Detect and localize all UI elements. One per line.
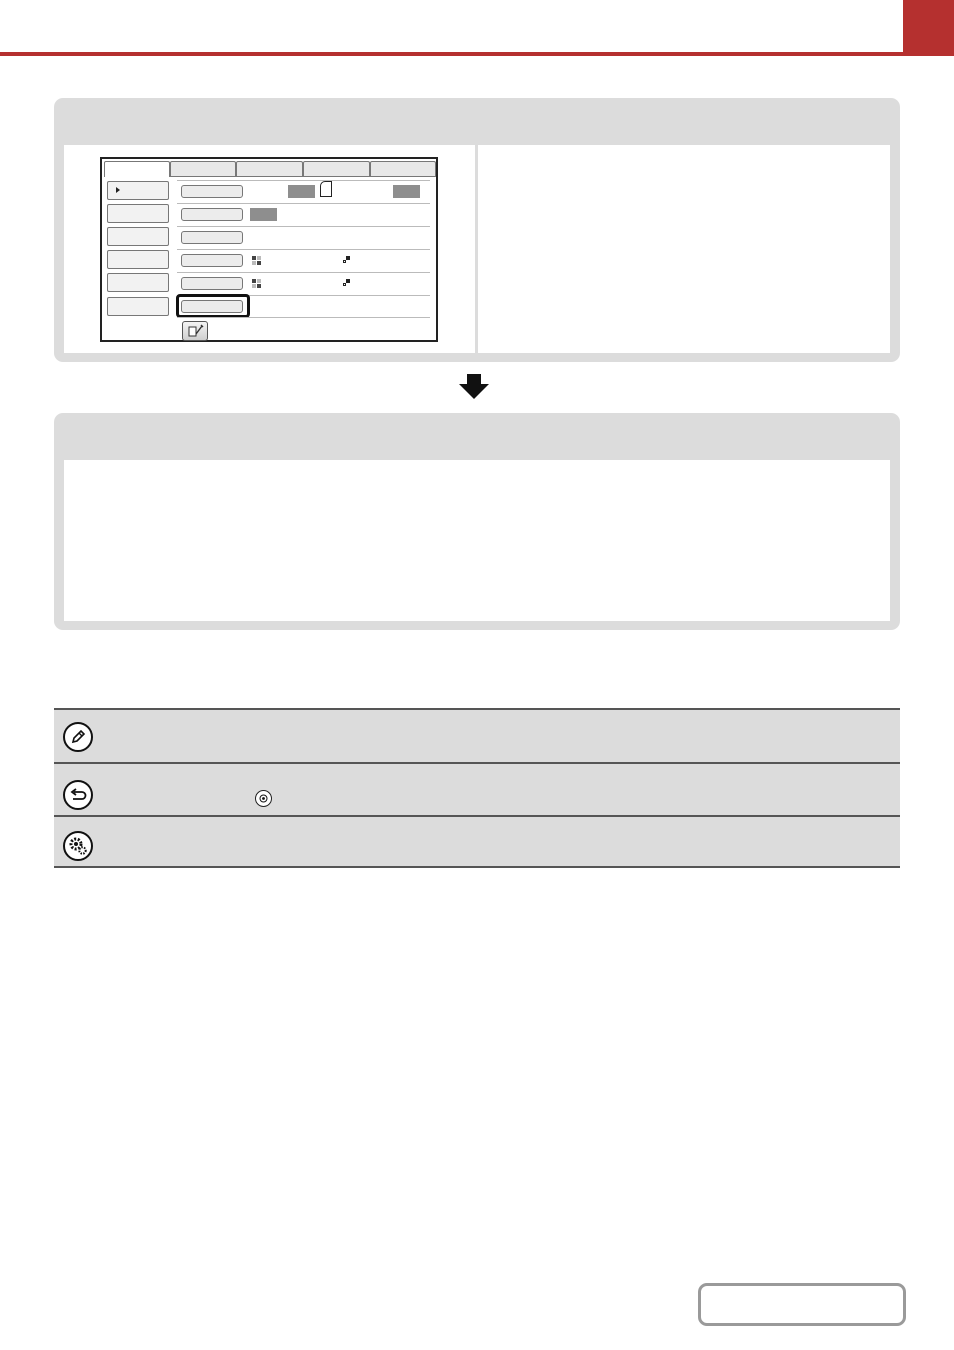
job-settings-button[interactable] [182, 321, 208, 341]
screen-tab-5[interactable] [370, 161, 436, 177]
row-divider [177, 203, 430, 204]
setting-row-button-5[interactable] [181, 277, 243, 290]
setting-row-button-2[interactable] [181, 208, 243, 221]
down-arrow-icon [467, 374, 481, 384]
down-arrow-head [459, 384, 489, 399]
system-settings-gear-icon [63, 831, 93, 861]
highlighted-key-frame [176, 294, 250, 318]
row-1-value-block [288, 185, 315, 198]
notes-bottom-rule [54, 866, 900, 868]
header-chapter-tab [903, 0, 954, 56]
row-divider [177, 249, 430, 250]
side-button-5[interactable] [107, 273, 169, 292]
setting-row-button-1[interactable] [181, 185, 243, 198]
row-divider [177, 180, 430, 181]
setting-row-button-3[interactable] [181, 231, 243, 244]
return-arrow-icon [63, 780, 93, 810]
header-rule [0, 52, 954, 56]
screen-tab-3[interactable] [236, 161, 303, 177]
row-divider [177, 226, 430, 227]
step-1-description-area [478, 145, 890, 353]
resolution-mark-icon [343, 256, 350, 263]
note-row-3 [54, 817, 900, 866]
note-row-1 [54, 710, 900, 762]
touch-panel-screen [100, 157, 438, 342]
paper-orientation-icon [320, 181, 332, 197]
side-button-2[interactable] [107, 204, 169, 223]
side-button-6[interactable] [107, 297, 169, 316]
contents-button[interactable] [698, 1283, 906, 1326]
side-button-4[interactable] [107, 250, 169, 269]
exposure-pattern-icon [252, 256, 261, 265]
side-button-3[interactable] [107, 227, 169, 246]
row-2-value-block [250, 208, 277, 221]
step-2-content-area [64, 460, 890, 621]
reset-key-icon [255, 790, 272, 807]
setting-row-button-4[interactable] [181, 254, 243, 267]
job-settings-icon [183, 322, 207, 340]
row-1-right-value-block [393, 185, 420, 198]
screen-tab-1[interactable] [104, 161, 170, 177]
screen-tab-4[interactable] [303, 161, 370, 177]
row-divider [177, 317, 430, 318]
tabs-baseline [170, 176, 436, 177]
exposure-pattern-icon [252, 279, 261, 288]
resolution-mark-icon [343, 279, 350, 286]
note-row-2 [54, 764, 900, 815]
pencil-note-icon [63, 722, 93, 752]
side-button-1[interactable] [107, 181, 169, 200]
screen-tab-2[interactable] [170, 161, 236, 177]
row-divider [177, 272, 430, 273]
